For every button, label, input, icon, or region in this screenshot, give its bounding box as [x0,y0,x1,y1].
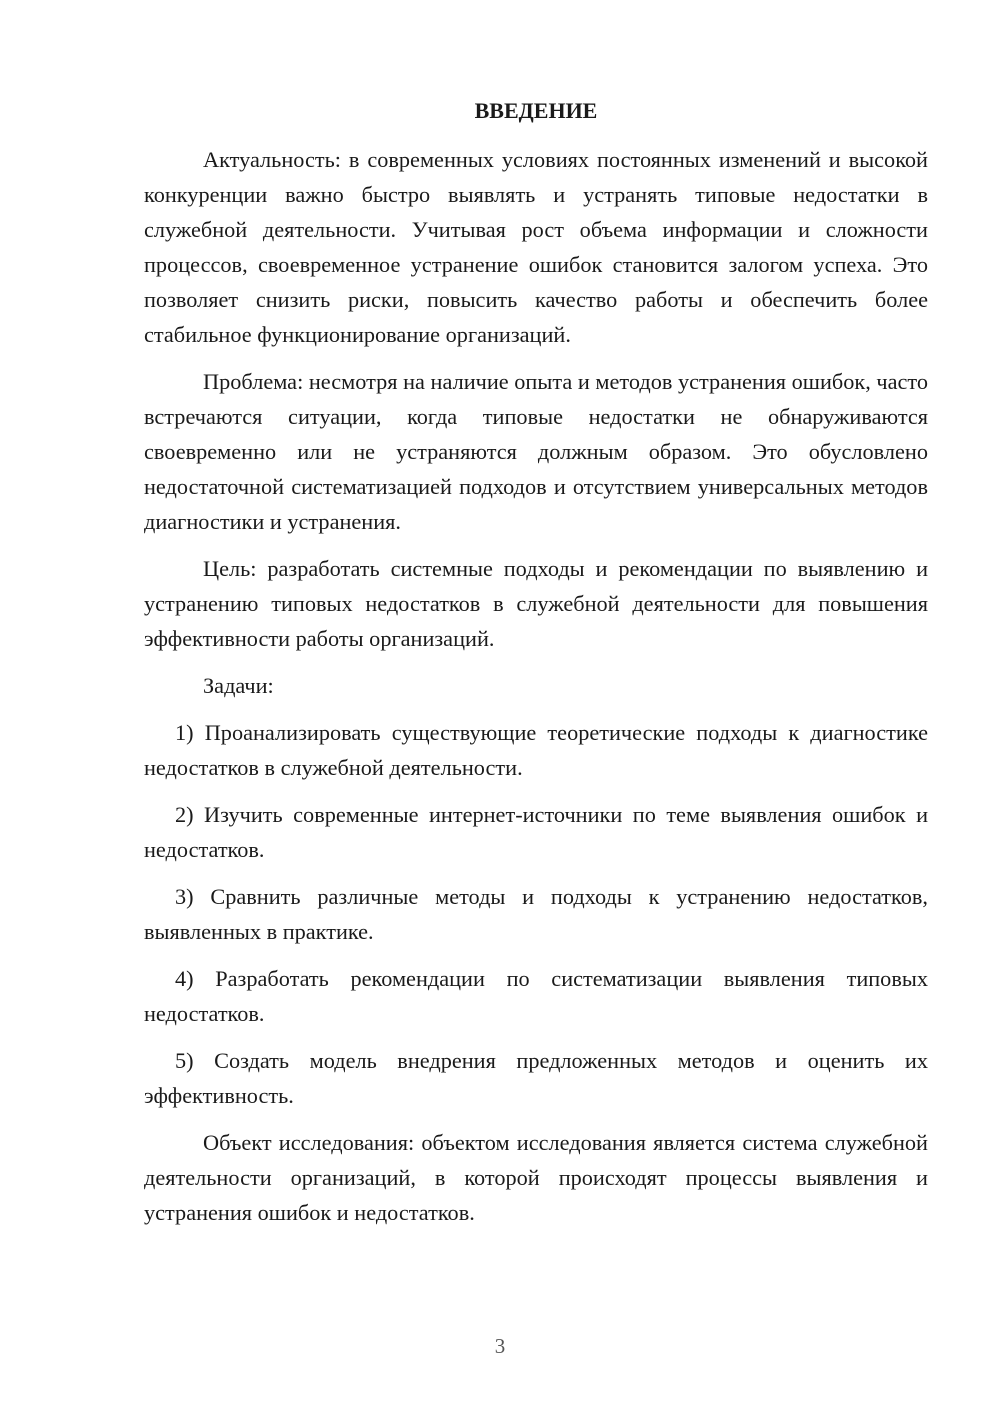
object-paragraph: Объект исследования: объектом исследования является система служебной деятельности организаций, в которой происходят процессы выявления и устранения ошибок и недостатков. [144,1130,928,1225]
task-item: 5) Создать модель внедрения предложенных методов и оценить их эффективность. [144,1048,928,1108]
relevance-paragraph: Актуальность: в современных условиях постоянных изменений и высокой конкуренции важно быстро выявлять и устранять типовые недостатки в служебной деятельности. Учитывая рост объема информации и сложности процессов, своевременное устранение ошибок становится залогом успеха. Это позволяет снизить риски, повысить качество работы и обеспечить более стабильное функционирование организаций. [144,147,928,347]
section-heading: ВВЕДЕНИЕ [474,98,598,123]
goal-paragraph: Цель: разработать системные подходы и рекомендации по выявлению и устранению типовых недостатков в служебной деятельности для повышения эффективности работы организаций. [144,556,928,651]
task-item: 4) Разработать рекомендации по систематизации выявления типовых недостатков. [144,966,928,1026]
tasks-label: Задачи: [203,673,274,698]
page-number: 3 [494,1334,506,1358]
task-item: 3) Сравнить различные методы и подходы к устранению недостатков, выявленных в практике. [144,884,928,944]
task-item: 1) Проанализировать существующие теоретические подходы к диагностике недостатков в служебной деятельности. [144,720,928,780]
problem-paragraph: Проблема: несмотря на наличие опыта и методов устранения ошибок, часто встречаются ситуации, когда типовые недостатки не обнаруживаются своевременно или не устраняются должным образом. Это обусловлено недостаточной систематизацией подходов и отсутствием универсальных методов диагностики и устранения. [144,369,928,534]
task-item: 2) Изучить современные интернет-источники по теме выявления ошибок и недостатков. [144,802,928,862]
document-page [144,96,928,1242]
